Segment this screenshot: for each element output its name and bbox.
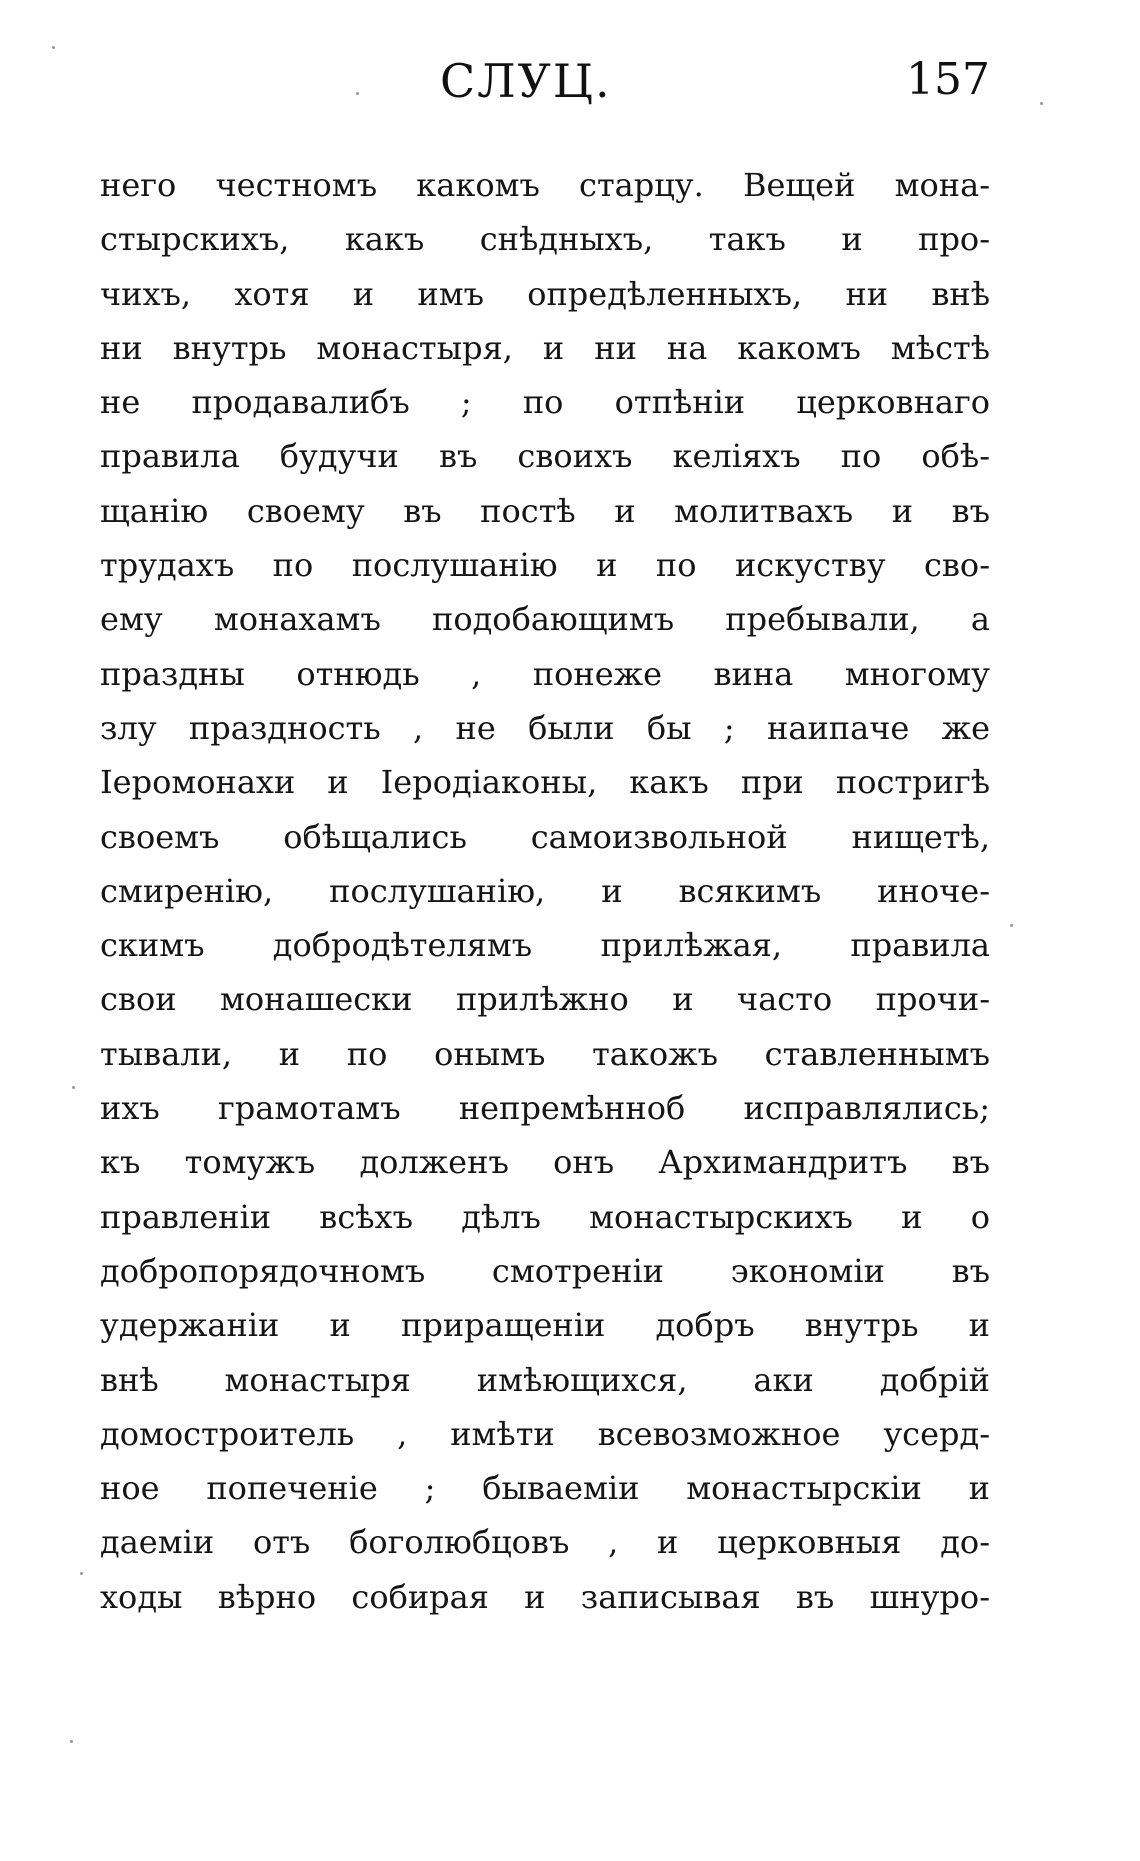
text-line: стырскихъ, какъ снѣдныхъ, такъ и про- [100, 220, 990, 259]
text-line: правила будучи въ своихъ келiяхъ по обѣ- [100, 437, 990, 476]
text-line: ходы вѣрно собирая и записывая въ шнуро- [100, 1577, 990, 1616]
scan-speck [80, 1572, 83, 1575]
text-line: ное попеченiе ; бываемiи монастырскiи и [100, 1469, 990, 1508]
text-line: чихъ, хотя и имъ опредѣленныхъ, ни внѣ [100, 274, 990, 313]
scan-speck [70, 1740, 73, 1743]
text-line: смиренiю, послушанiю, и всякимъ иноче- [100, 871, 990, 910]
scan-speck [52, 46, 55, 49]
text-line: злу праздность , не были бы ; наипаче же [100, 708, 990, 747]
text-line: даемiи отъ боголюбцовъ , и церковныя до- [100, 1523, 990, 1562]
text-line: скимъ добродѣтелямъ прилѣжая, правила [100, 926, 990, 965]
text-line: ихъ грамотамъ непремѣнноб исправлялись; [100, 1089, 990, 1128]
text-line: свои монашески прилѣжно и часто прочи- [100, 980, 990, 1019]
text-line: праздны отнюдь , понеже вина многому [100, 654, 990, 693]
text-line: тывали, и по онымъ такожъ ставленнымъ [100, 1034, 990, 1073]
running-head [100, 54, 990, 114]
text-line: не продавалибъ ; по отпѣнiи церковнаго [100, 383, 990, 422]
page-number: 157 [906, 54, 990, 105]
text-line: Iеромонахи и Iеродiаконы, какъ при постригѣ [100, 763, 990, 802]
text-line: своемъ обѣщались самоизвольной нищетѣ, [100, 817, 990, 856]
text-line: ни внутрь монастыря, и ни на какомъ мѣстѣ [100, 328, 990, 367]
text-line: трудахъ по послушанiю и по искуству сво- [100, 546, 990, 585]
text-line: щанiю своему въ постѣ и молитвахъ и въ [100, 491, 990, 530]
text-line: удержанiи и приращенiи добръ внутрь и [100, 1306, 990, 1345]
text-line: внѣ монастыря имѣющихся, аки добрiй [100, 1360, 990, 1399]
text-line: него честномъ какомъ старцу. Вещей мона- [100, 166, 990, 204]
running-title: СЛУЦ. [440, 54, 612, 108]
scan-speck [72, 1086, 75, 1089]
text-line: добропорядочномъ смотренiи экономiи въ [100, 1251, 990, 1290]
text-line: къ томужъ долженъ онъ Архимандритъ въ [100, 1143, 990, 1182]
scan-speck [356, 92, 359, 95]
scan-speck [1010, 924, 1013, 927]
scan-speck [1040, 102, 1043, 105]
text-line: домостроитель , имѣти всевозможное усерд- [100, 1414, 990, 1453]
text-line: ему монахамъ подобающимъ пребывали, а [100, 600, 990, 639]
text-line: правленiи всѣхъ дѣлъ монастырскихъ и о [100, 1197, 990, 1236]
body-text [100, 158, 990, 1624]
